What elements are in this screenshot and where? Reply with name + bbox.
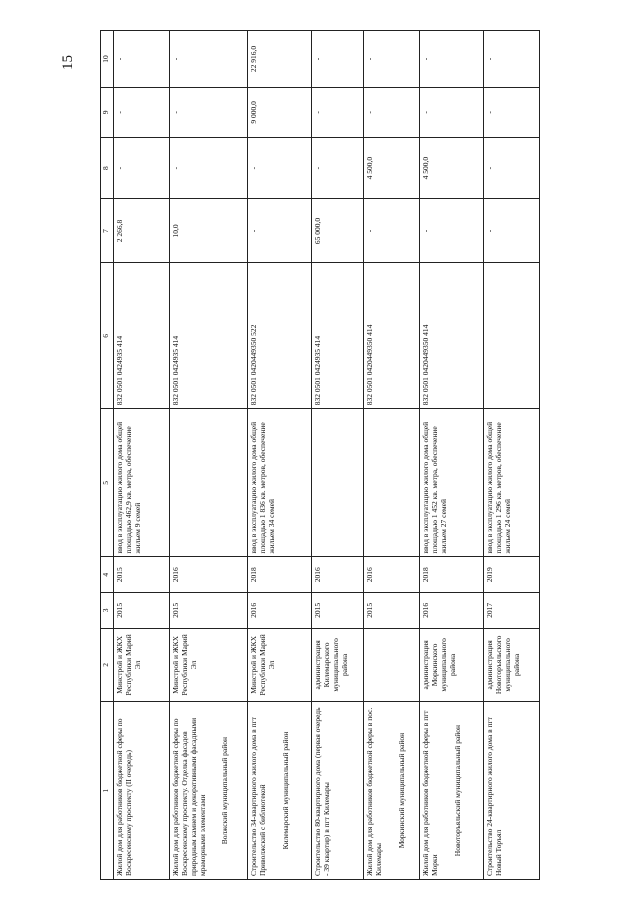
col-header: 10 xyxy=(101,31,114,88)
cell-col7: 65 000,0 xyxy=(312,199,364,263)
cell-col8: - xyxy=(312,137,364,199)
cell-start-year: 2015 xyxy=(170,593,248,629)
cell-col10: - xyxy=(170,31,248,88)
col-header: 4 xyxy=(101,557,114,593)
cell-col9: - xyxy=(420,87,484,137)
table-row xyxy=(484,31,540,880)
page-number: 15 xyxy=(60,55,76,70)
cell-budget-code xyxy=(484,263,540,409)
program-table xyxy=(100,30,540,880)
cell-result: ввод в эксплуатацию жилого дома общей площадью 1 296 кв. метров, обеспечение жильем 24 семей xyxy=(484,409,540,557)
cell-end-year: 2016 xyxy=(170,557,248,593)
cell-col9: - xyxy=(484,87,540,137)
district-heading: Моркинский муниципальный район xyxy=(396,732,406,849)
cell-col10: - xyxy=(484,31,540,88)
table-row xyxy=(170,31,248,880)
cell-start-year: 2016 xyxy=(420,593,484,629)
cell-executor xyxy=(364,628,420,702)
cell-name xyxy=(364,702,420,880)
cell-name xyxy=(248,702,312,880)
cell-col10: - xyxy=(114,31,170,88)
col-header: 7 xyxy=(101,199,114,263)
object-name: Жилой дом для работников бюджетной сферы по Воскресенскому проспекту (II очередь) xyxy=(115,718,133,876)
table-row xyxy=(312,31,364,880)
cell-col10: 22 916,0 xyxy=(248,31,312,88)
col-header: 9 xyxy=(101,87,114,137)
cell-col7: - xyxy=(484,199,540,263)
cell-col7: 2 266,8 xyxy=(114,199,170,263)
cell-executor: администрация Моркинского муниципального района xyxy=(420,628,484,702)
district-heading: Килемарский муниципальный район xyxy=(280,731,290,850)
col-header: 5 xyxy=(101,409,114,557)
cell-col7: - xyxy=(420,199,484,263)
cell-col7: 10,0 xyxy=(170,199,248,263)
cell-end-year: 2018 xyxy=(420,557,484,593)
cell-col10: - xyxy=(364,31,420,88)
cell-col9: - xyxy=(364,87,420,137)
cell-col8: 4 500,0 xyxy=(420,137,484,199)
cell-budget-code: 832 0501 0420449350 414 xyxy=(364,263,420,409)
cell-result xyxy=(170,409,248,557)
cell-start-year: 2015 xyxy=(364,593,420,629)
cell-col9: 9 000,0 xyxy=(248,87,312,137)
table-row xyxy=(420,31,484,880)
cell-col10: - xyxy=(420,31,484,88)
object-name: Жилой дом для работников бюджетной сферы в пос. Килемары xyxy=(365,707,383,876)
cell-result: ввод в эксплуатацию жилого дома общей площадью 1 452 кв. метра, обеспечение жильем 27 семей xyxy=(420,409,484,557)
table-row xyxy=(114,31,170,880)
cell-col7: - xyxy=(364,199,420,263)
cell-col9: - xyxy=(170,87,248,137)
cell-budget-code: 832 0501 0424935 414 xyxy=(312,263,364,409)
col-header: 3 xyxy=(101,593,114,629)
cell-end-year: 2015 xyxy=(114,557,170,593)
cell-executor: Минстрой и ЖКХ Республики Марий Эл xyxy=(114,628,170,702)
table-row xyxy=(248,31,312,880)
cell-start-year: 2015 xyxy=(114,593,170,629)
cell-col9: - xyxy=(312,87,364,137)
col-header: 6 xyxy=(101,263,114,409)
cell-col7: - xyxy=(248,199,312,263)
cell-end-year: 2016 xyxy=(312,557,364,593)
table-row xyxy=(364,31,420,880)
cell-start-year: 2015 xyxy=(312,593,364,629)
col-header: 2 xyxy=(101,628,114,702)
cell-executor: администрация Новоторъяльского муниципального района xyxy=(484,628,540,702)
cell-result xyxy=(364,409,420,557)
cell-name xyxy=(420,702,484,880)
cell-budget-code: 832 0501 0420449350 414 xyxy=(420,263,484,409)
cell-col8: 4 500,0 xyxy=(364,137,420,199)
cell-col9: - xyxy=(114,87,170,137)
cell-budget-code: 832 0501 0420449350 522 xyxy=(248,263,312,409)
cell-col8: - xyxy=(114,137,170,199)
rotated-table-container xyxy=(100,30,620,880)
cell-executor: администрация Килемарского муниципального района xyxy=(312,628,364,702)
cell-name xyxy=(170,702,248,880)
cell-name xyxy=(312,702,364,880)
cell-end-year: 2019 xyxy=(484,557,540,593)
cell-start-year: 2016 xyxy=(248,593,312,629)
cell-result: ввод в эксплуатацию жилого дома общей площадью 462,9 кв. метра, обеспечение жильем 9 семей xyxy=(114,409,170,557)
object-name: Строительство 34-квартирного жилого дома в пгт Приволжский с библиотекой xyxy=(249,717,267,876)
object-name: Строительство 80-квартирного дома (первая очередь - 39 квартир) в пгт Килемары xyxy=(313,707,331,876)
cell-budget-code: 832 0501 0424935 414 xyxy=(170,263,248,409)
district-heading: Новоторъяльский муниципальный район xyxy=(452,724,462,857)
table-body xyxy=(114,31,540,880)
header-row xyxy=(101,31,114,880)
cell-executor: Минстрой и ЖКХ Республики Марий Эл xyxy=(170,628,248,702)
cell-budget-code: 832 0501 0424935 414 xyxy=(114,263,170,409)
cell-executor: Минстрой и ЖКХ Республики Марий Эл xyxy=(248,628,312,702)
cell-end-year: 2018 xyxy=(248,557,312,593)
col-header: 8 xyxy=(101,137,114,199)
cell-name xyxy=(114,702,170,880)
cell-end-year: 2016 xyxy=(364,557,420,593)
object-name: Строительство 24-квартирного жилого дома в пгт Новый Торъял xyxy=(485,717,503,876)
cell-start-year: 2017 xyxy=(484,593,540,629)
cell-col10: - xyxy=(312,31,364,88)
object-name: Жилой дом для работников бюджетной сферы в пгт Морки xyxy=(421,710,439,876)
object-name: Жилой дом для работников бюджетной сферы по Воскресенскому проспекту. Отделка фасадов природным камнем и декоративными фасадными мраморными элементами xyxy=(171,717,207,876)
cell-col8: - xyxy=(248,137,312,199)
col-header: 1 xyxy=(101,702,114,880)
cell-result xyxy=(312,409,364,557)
district-heading: Волжский муниципальный район xyxy=(220,736,230,845)
cell-col8: - xyxy=(484,137,540,199)
cell-result: ввод в эксплуатацию жилого дома общей площадью 1 836 кв. метров, обеспечение жильем 34 семей xyxy=(248,409,312,557)
cell-col8: - xyxy=(170,137,248,199)
cell-name xyxy=(484,702,540,880)
